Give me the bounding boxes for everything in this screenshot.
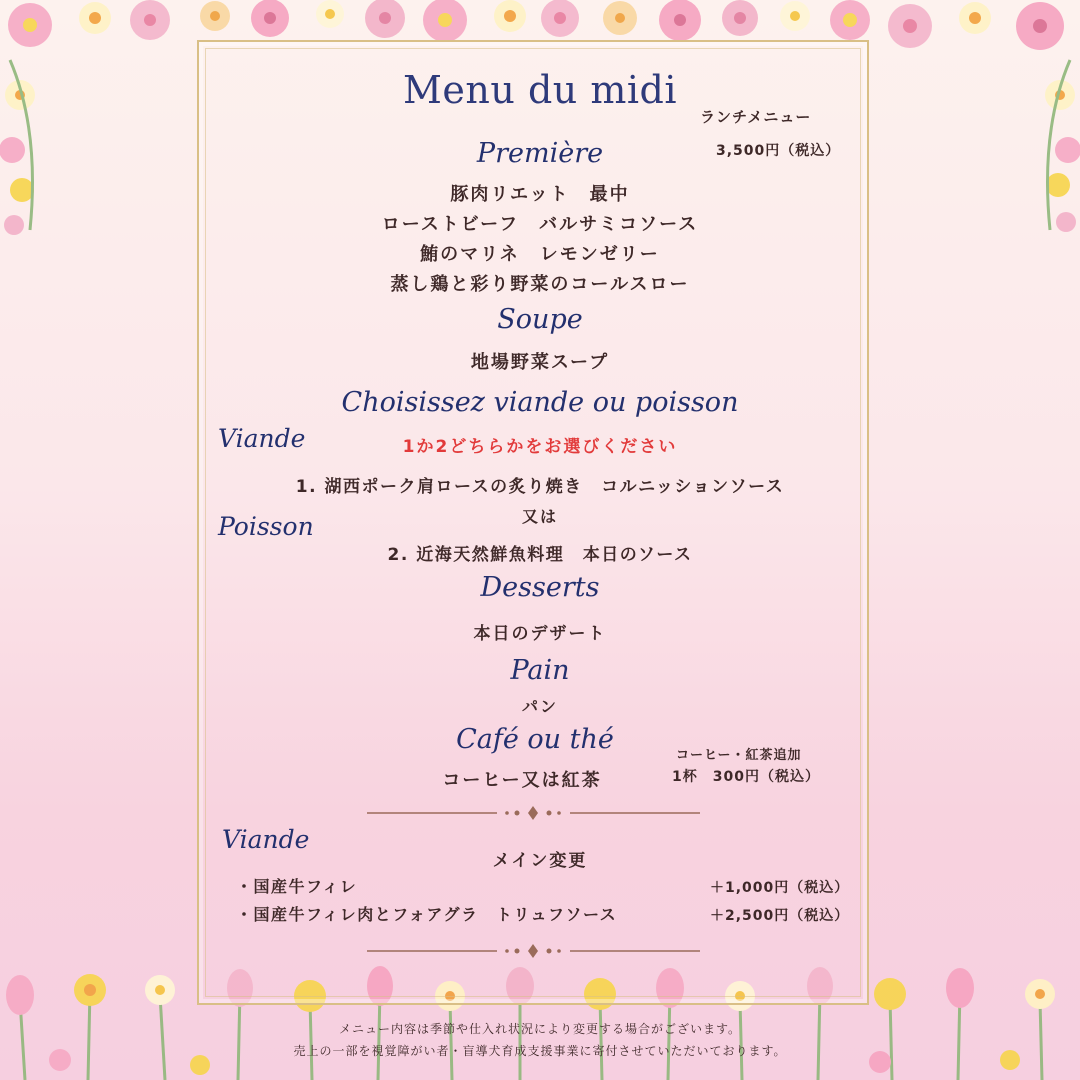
desserts-item: 本日のデザート — [473, 624, 607, 644]
choice-option-2: 2. 近海天然鮮魚料理 本日のソース — [387, 545, 693, 565]
section-pain-heading: Pain — [510, 655, 570, 686]
ornament-divider-icon — [367, 806, 700, 820]
cafe-addon-price: 1杯 300円（税込） — [672, 769, 820, 785]
ornament-divider-icon — [367, 944, 700, 958]
section-desserts-heading: Desserts — [480, 572, 600, 603]
cafe-addon-title: コーヒー・紅茶追加 — [676, 748, 802, 763]
section-cafe-heading: Café ou thé — [456, 724, 614, 755]
upgrade-row-1-price: ＋1,000円（税込） — [710, 880, 850, 896]
premiere-item-2: ローストビーフ バルサミコソース — [381, 214, 699, 235]
pain-item: パン — [521, 697, 558, 716]
page-title: Menu du midi — [403, 68, 677, 112]
footer-note-1: メニュー内容は季節や仕入れ状況により変更する場合がございます。 — [338, 1022, 742, 1036]
premiere-item-3: 鮪のマリネ レモンゼリー — [420, 244, 660, 265]
premiere-item-1: 豚肉リエット 最中 — [450, 184, 630, 205]
soupe-item: 地場野菜スープ — [470, 352, 610, 373]
upgrade-row-2-name: ・国産牛フィレ肉とフォアグラ トリュフソース — [236, 905, 618, 924]
section-premiere-heading: Première — [476, 138, 604, 169]
footer-note-2: 売上の一部を視覚障がい者・盲導犬育成支援事業に寄付させていただいております。 — [293, 1044, 787, 1058]
viande-label: Viande — [218, 424, 306, 453]
upgrade-row-1-name: ・国産牛フィレ — [236, 877, 358, 896]
poisson-label: Poisson — [218, 512, 314, 541]
choice-option-1: 1. 湖西ポーク肩ロースの炙り焼き コルニッションソース — [295, 477, 785, 497]
choice-or: 又は — [521, 507, 558, 526]
upgrade-row-2-price: ＋2,500円（税込） — [710, 908, 850, 924]
lunch-price: 3,500円（税込） — [716, 143, 841, 159]
section-choice-heading: Choisissez viande ou poisson — [341, 387, 739, 418]
lunch-menu-label: ランチメニュー — [700, 108, 812, 126]
cafe-item: コーヒー又は紅茶 — [442, 770, 602, 791]
premiere-item-4: 蒸し鶏と彩り野菜のコールスロー — [390, 274, 690, 295]
upgrade-title: メイン変更 — [492, 851, 588, 871]
section-soupe-heading: Soupe — [497, 304, 583, 335]
choice-note: 1か2どちらかをお選びください — [402, 437, 678, 457]
upgrade-viande-label: Viande — [222, 825, 310, 854]
